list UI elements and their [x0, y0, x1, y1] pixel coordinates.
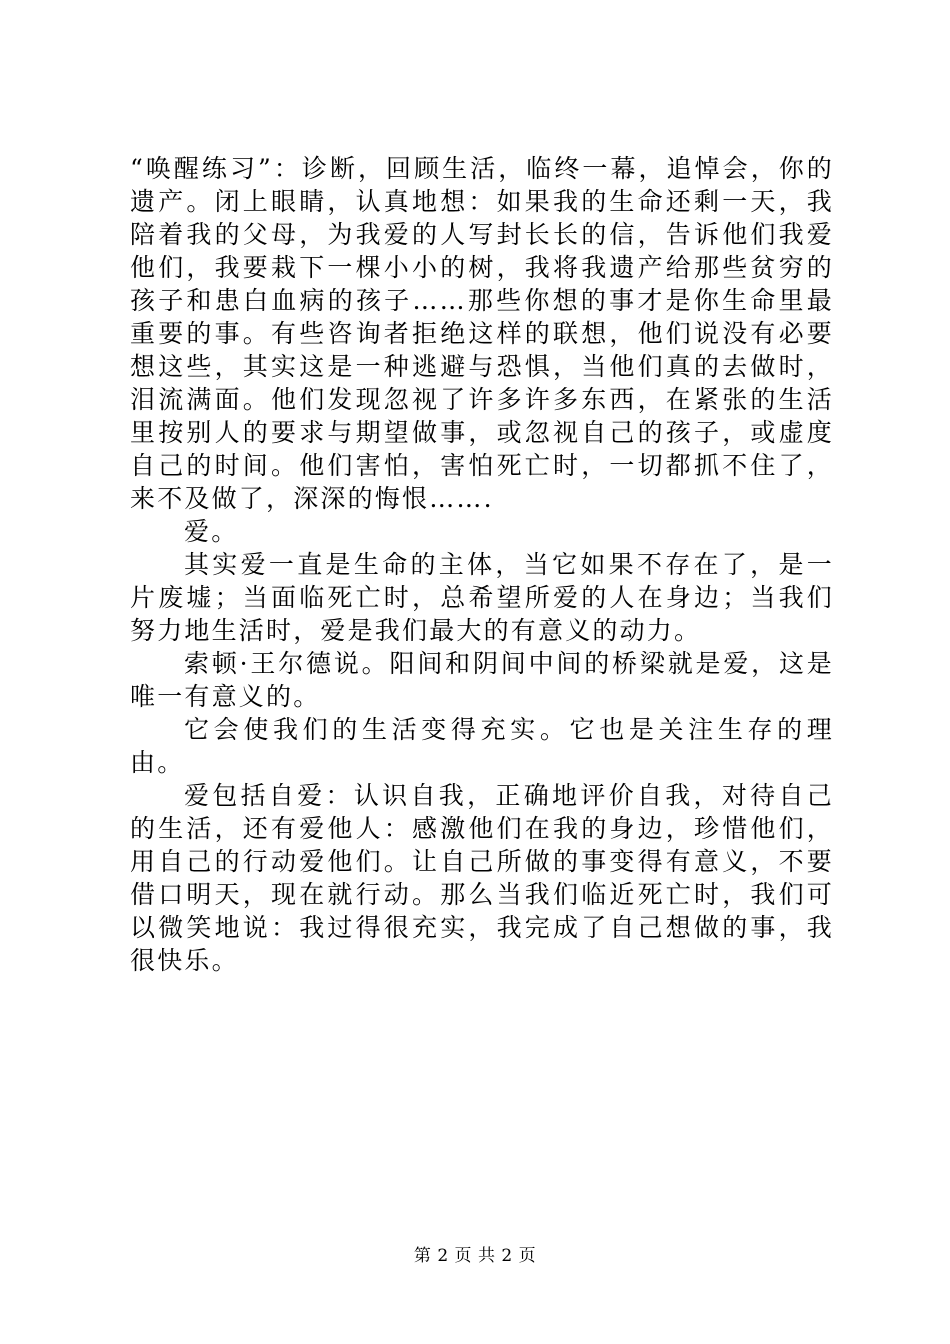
page-footer: 第 2 页 共 2 页	[413, 1246, 537, 1266]
paragraph-wake-up-exercise: “唤醒练习”：诊断，回顾生活，临终一幕，追悼会，你的遗产。闭上眼睛，认真地想：如果我的生命还剩一天，我陪着我的父母，为我爱的人写封长长的信，告诉他们我爱他们，我要栽下一棵小小的树，我将我遗产给那些贫穷的孩子和患白血病的孩子……那些你想的事才是你生命里最重要的事。有些咨询者拒绝这样的联想，他们说没有必要想这些，其实这是一种逃避与恐惧，当他们真的去做时，泪流满面。他们发现忽视了许多许多东西，在紧张的生活里按别人的要求与期望做事，或忽视自己的孩子，或虚度自己的时间。他们害怕，害怕死亡时，一切都抓不住了，来不及做了，深深的悔恨…….	[130, 154, 834, 513]
paragraph-love-life-subject: 其实爱一直是生命的主体，当它如果不存在了，是一片废墟；当面临死亡时，总希望所爱的人在身边；当我们努力地生活时，爱是我们最大的有意义的动力。	[130, 550, 834, 645]
paragraph-wilder-quote: 索顿·王尔德说。阳间和阴间中间的桥梁就是爱，这是唯一有意义的。	[130, 649, 834, 711]
paragraph-fulfilling-life: 它会使我们的生活变得充实。它也是关注生存的理由。	[130, 715, 834, 777]
paragraph-self-love: 爱包括自爱：认识自我，正确地评价自我，对待自己的生活，还有爱他人：感激他们在我的身边，珍惜他们，用自己的行动爱他们。让自己所做的事变得有意义，不要借口明天，现在就行动。那么当我们临近死亡时，我们可以微笑地说：我过得很充实，我完成了自己想做的事，我很快乐。	[130, 781, 834, 975]
document-body	[130, 152, 834, 977]
paragraph-love: 爱。	[184, 517, 239, 546]
